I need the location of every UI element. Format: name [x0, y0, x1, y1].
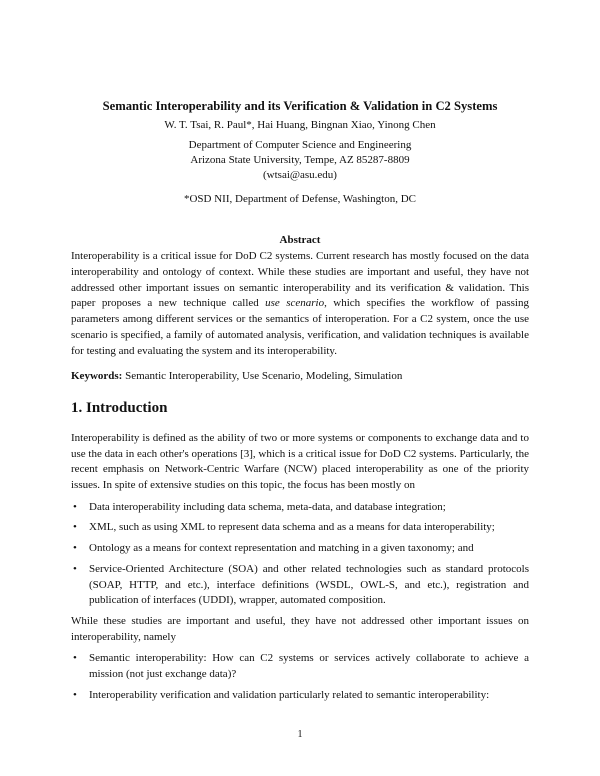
- bullet: •: [73, 501, 77, 513]
- authors: W. T. Tsai, R. Paul*, Hai Huang, Bingnan Xiao, Yinong Chen: [164, 119, 436, 131]
- list-item: [71, 688, 529, 704]
- bullet: •: [73, 689, 77, 701]
- list-item: [71, 541, 529, 557]
- list-item-text: Service-Oriented Architecture (SOA) and other related technologies such as standard protocols (SOAP, HTTP, and etc.), interface definitions (WSDL, OWL-S, and etc.), registration and publication of interfaces (UDDI), wrapper, automated composition.: [89, 563, 529, 607]
- bullet: •: [73, 652, 77, 664]
- abstract-italic-term: use scenario: [265, 297, 325, 310]
- list-item: [71, 651, 529, 682]
- bullet: •: [73, 563, 77, 575]
- university: Arizona State University, Tempe, AZ 85287-8809: [190, 154, 410, 166]
- affiliation-2: *OSD NII, Department of Defense, Washington, DC: [183, 193, 416, 205]
- intro-paragraph-1: Interoperability is defined as the ability of two or more systems or components to exchange data and to use the data in each other's operations [3], which is a critical issue for DoD C2 systems. Particularly, the recent emphasis on Network-Centric Warfare (NCW) placed interoperability as one of the priority issues. In spite of extensive studies on this topic, the focus has been mostly on: [71, 432, 529, 491]
- abstract-heading: Abstract: [279, 234, 321, 246]
- list-item: [71, 500, 529, 516]
- email: (wtsai@asu.edu): [263, 169, 337, 181]
- keywords-label: Keywords:: [71, 370, 123, 382]
- department: Department of Computer Science and Engineering: [188, 139, 412, 151]
- keywords-text: Semantic Interoperability, Use Scenario, Modeling, Simulation: [122, 370, 403, 382]
- intro-paragraph-2: While these studies are important and useful, they have not addressed other important issues on interoperability, namely: [71, 615, 529, 643]
- bullet: •: [73, 521, 77, 533]
- list-item: [71, 520, 529, 536]
- bullet: •: [73, 542, 77, 554]
- list-item-text: Semantic interoperability: How can C2 systems or services actively collaborate to achieve a mission (not just exchange data)?: [89, 652, 529, 680]
- list-item-text: Interoperability verification and validation particularly related to semantic interoperability:: [89, 689, 490, 701]
- list-item-text: XML, such as using XML to represent data schema and as a means for data interoperability;: [89, 521, 495, 533]
- keywords: [71, 369, 529, 385]
- list-item-text: Ontology as a means for context representation and matching in a given taxonomy; and: [89, 542, 474, 554]
- abstract-text-2: , which specifies the workflow of passing parameters among different services or the semantics of interoperation. For a C2 system, once the use scenario is specified, a family of automated analysis, verification, and validation techniques is available for testing and evaluating the system and its interoperability.: [71, 297, 529, 357]
- list-item-text: Data interoperability including data schema, meta-data, and database integration;: [89, 501, 446, 513]
- section-heading-introduction: 1. Introduction: [71, 400, 168, 416]
- list-item: [71, 562, 529, 609]
- page-number: 1: [297, 729, 303, 740]
- abstract-text-1: Interoperability is a critical issue for DoD C2 systems. Current research has mostly focused on the data interoperability and ontology of context. While these studies are important and useful, they have not addressed other important issues on semantic interoperability and its verification & validation. This paper proposes a new technique called: [71, 250, 529, 310]
- abstract-text: [71, 249, 529, 360]
- paper-title: Semantic Interoperability and its Verification & Validation in C2 Systems: [102, 99, 498, 113]
- affiliation: [0, 138, 600, 183]
